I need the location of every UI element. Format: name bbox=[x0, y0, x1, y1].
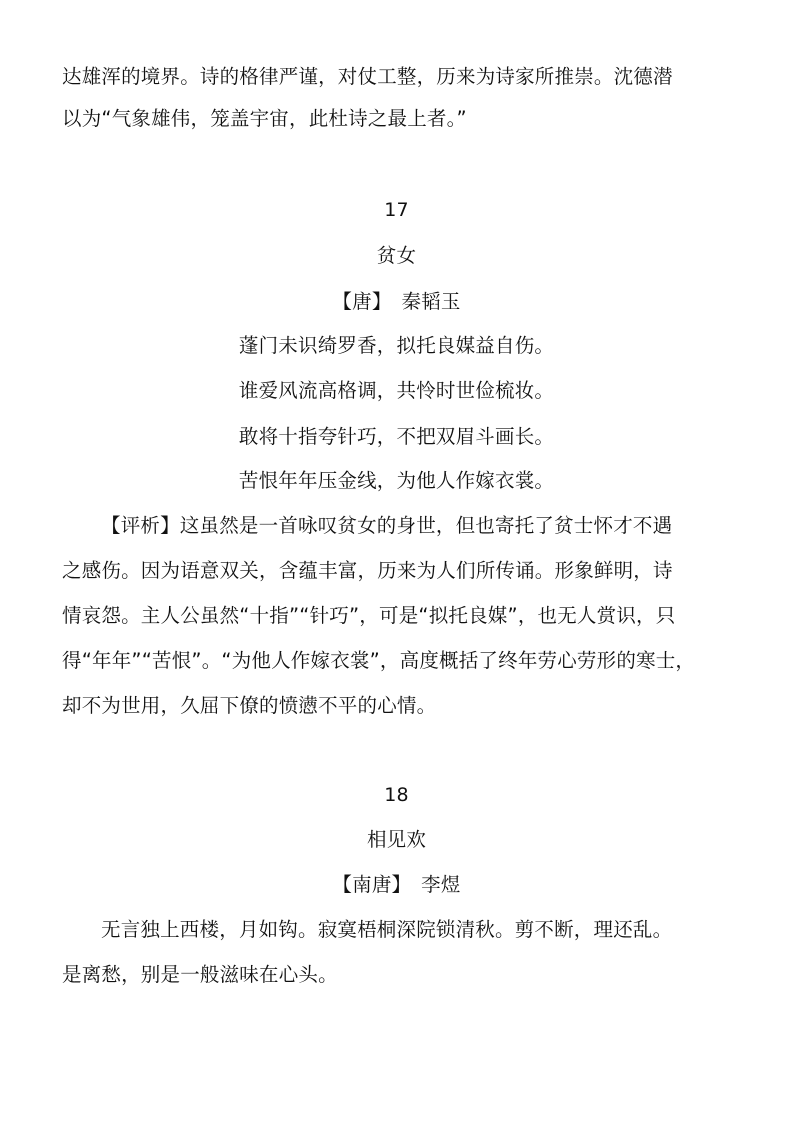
poem-verse: 蓬门未识绮罗香，拟托良媒益自伤。 bbox=[238, 334, 555, 357]
poem-text-line: 是离愁，别是一般滋味在心头。 bbox=[62, 963, 338, 986]
paragraph-line: 达雄浑的境界。诗的格律严谨，对仗工整，历来为诗家所推崇。沈德潜 bbox=[62, 65, 673, 88]
commentary-line: 却不为世用，久屈下僚的愤懑不平的心情。 bbox=[62, 694, 437, 717]
poem-number: 17 bbox=[384, 199, 409, 221]
commentary-line: 之感伤。因为语意双关，含蕴丰富，历来为人们所传诵。形象鲜明，诗 bbox=[62, 559, 673, 582]
commentary-line: 情哀怨。主人公虽然“十指”“针巧”，可是“拟托良媒”，也无人赏识，只 bbox=[62, 604, 676, 627]
poem-verse: 苦恨年年压金线，为他人作嫁衣裳。 bbox=[238, 469, 555, 492]
commentary-line: 【评析】这虽然是一首咏叹贫女的身世，但也寄托了贫士怀才不遇 bbox=[101, 514, 673, 537]
poem-author: 【南唐】 李煜 bbox=[332, 873, 461, 896]
poem-title: 贫女 bbox=[376, 244, 417, 267]
poem-number: 18 bbox=[384, 784, 409, 806]
poem-title: 相见欢 bbox=[366, 828, 427, 851]
commentary-line: 得“年年”“苦恨”。“为他人作嫁衣裳”，高度概括了终年劳心劳形的寒士， bbox=[62, 649, 696, 672]
paragraph-line: 以为“气象雄伟，笼盖宇宙，此杜诗之最上者。” bbox=[62, 107, 467, 130]
poem-verse: 敢将十指夸针巧，不把双眉斗画长。 bbox=[238, 425, 555, 448]
poem-text-line: 无言独上西楼，月如钩。寂寞梧桐深院锁清秋。剪不断，理还乱。 bbox=[101, 918, 673, 941]
poem-verse: 谁爱风流高格调，共怜时世俭梳妆。 bbox=[238, 379, 555, 402]
poem-author: 【唐】 秦韬玉 bbox=[332, 290, 461, 313]
